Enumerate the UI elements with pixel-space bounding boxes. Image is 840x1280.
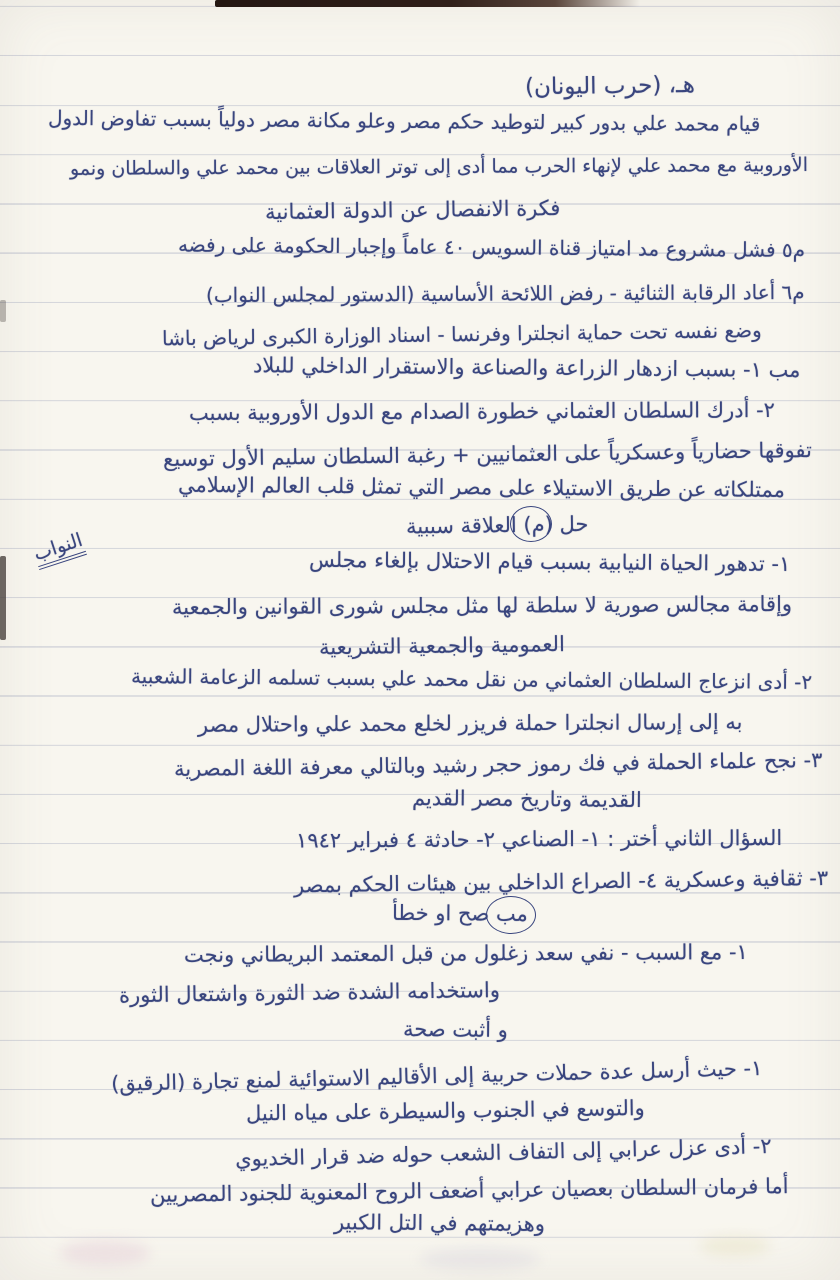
handwritten-line: العمومية والجمعية التشريعية — [319, 632, 566, 660]
scan-edge-artifact — [0, 300, 6, 322]
handwritten-line: م٦ أعاد الرقابة الثنائية - رفض اللائحة الأساسية (الدستور لمجلس النواب) — [206, 280, 806, 308]
handwritten-line: ٢- أدرك السلطان العثماني خطورة الصدام مع الدول الأوروبية بسبب — [189, 398, 776, 426]
handwritten-line: ١- مع السبب - نفي سعد زغلول من قبل المعتمد البريطاني ونجت — [184, 940, 749, 967]
handwritten-line: ممتلكاته عن طريق الاستيلاء على مصر التي تمثل قلب العالم الإسلامي — [177, 472, 786, 502]
handwritten-line: هـ، (حرب اليونان) — [524, 72, 696, 101]
handwritten-line: والتوسع في الجنوب والسيطرة على مياه النيل — [246, 1096, 646, 1126]
handwritten-line: به إلى إرسال انجلترا حملة فريزر لخلع محمد علي واحتلال مصر — [197, 710, 743, 737]
handwritten-line: ٢- أدى عزل عرابي إلى التفاف الشعب حوله ضد قرار الخديوي — [235, 1134, 773, 1172]
handwritten-line: واستخدامه الشدة ضد الثورة واشتعال الثورة — [118, 978, 501, 1008]
scan-edge-artifact — [0, 556, 6, 640]
circle-annotation — [510, 506, 552, 542]
handwritten-line: ١- حيث أرسل عدة حملات حربية إلى الأقاليم الاستوائية لمنع تجارة (الرقيق) — [110, 1056, 763, 1096]
handwritten-line: أما فرمان السلطان بعصيان عرابي أضعف الروح المعنوية للجنود المصريين — [149, 1174, 789, 1207]
handwritten-line: و أثبت صحة — [403, 1017, 509, 1042]
margin-note-correction: النواب — [31, 529, 87, 570]
handwritten-line: حل (م) العلاقة سببية — [405, 512, 589, 539]
handwritten-line: وإقامة مجالس صورية لا سلطة لها مثل مجلس شورى القوانين والجمعية — [171, 592, 793, 620]
handwritten-line: السؤال الثاني أختر : ١- الصناعي ٢- حادثة ٤ فبراير ١٩٤٢ — [295, 826, 783, 853]
scan-smudge — [700, 1236, 770, 1256]
handwritten-line: ٣- ثقافية وعسكرية ٤- الصراع الداخلي بين هيئات الحكم بمصر — [293, 866, 829, 898]
handwritten-line: فكرة الانفصال عن الدولة العثمانية — [264, 196, 561, 225]
scan-smudge — [420, 1248, 540, 1270]
handwritten-line: القديمة وتاريخ مصر القديم — [412, 785, 643, 812]
handwritten-line: وهزيمتهم في التل الكبير — [333, 1210, 546, 1236]
handwritten-line: وضع نفسه تحت حماية انجلترا وفرنسا - اسناد الوزارة الكبرى لرياض باشا — [162, 318, 763, 351]
handwritten-line: قيام محمد علي بدور كبير لتوطيد حكم مصر وعلو مكانة مصر دولياً بسبب تفاوض الدول — [47, 105, 761, 136]
handwritten-line: تفوقها حضارياً وعسكرياً على العثمانيين + رغبة السلطان سليم الأول توسيع — [163, 438, 813, 472]
handwritten-line: مب صح او خطأ — [392, 900, 529, 926]
handwritten-line: الأوروبية مع محمد علي لإنهاء الحرب مما أدى إلى توتر العلاقات بين محمد علي والسلطان ونمو — [69, 154, 809, 180]
handwritten-line: مب ١- بسبب ازدهار الزراعة والصناعة والاستقرار الداخلي للبلاد — [252, 353, 801, 382]
handwritten-line: ١- تدهور الحياة النيابية بسبب قيام الاحتلال بإلغاء مجلس — [308, 547, 791, 576]
handwritten-line: ٣- نجح علماء الحملة في فك رموز حجر رشيد وبالتالي معرفة اللغة المصرية — [173, 748, 823, 782]
scan-edge-band — [215, 0, 640, 7]
handwritten-line: ٢- أدى انزعاج السلطان العثماني من نقل محمد علي بسبب تسلمه الزعامة الشعبية — [130, 664, 813, 694]
circle-annotation — [486, 896, 536, 934]
handwritten-line: م٥ فشل مشروع مد امتياز قناة السويس ٤٠ عاماً وإجبار الحكومة على رفضه — [177, 232, 806, 262]
scan-smudge — [60, 1240, 150, 1266]
